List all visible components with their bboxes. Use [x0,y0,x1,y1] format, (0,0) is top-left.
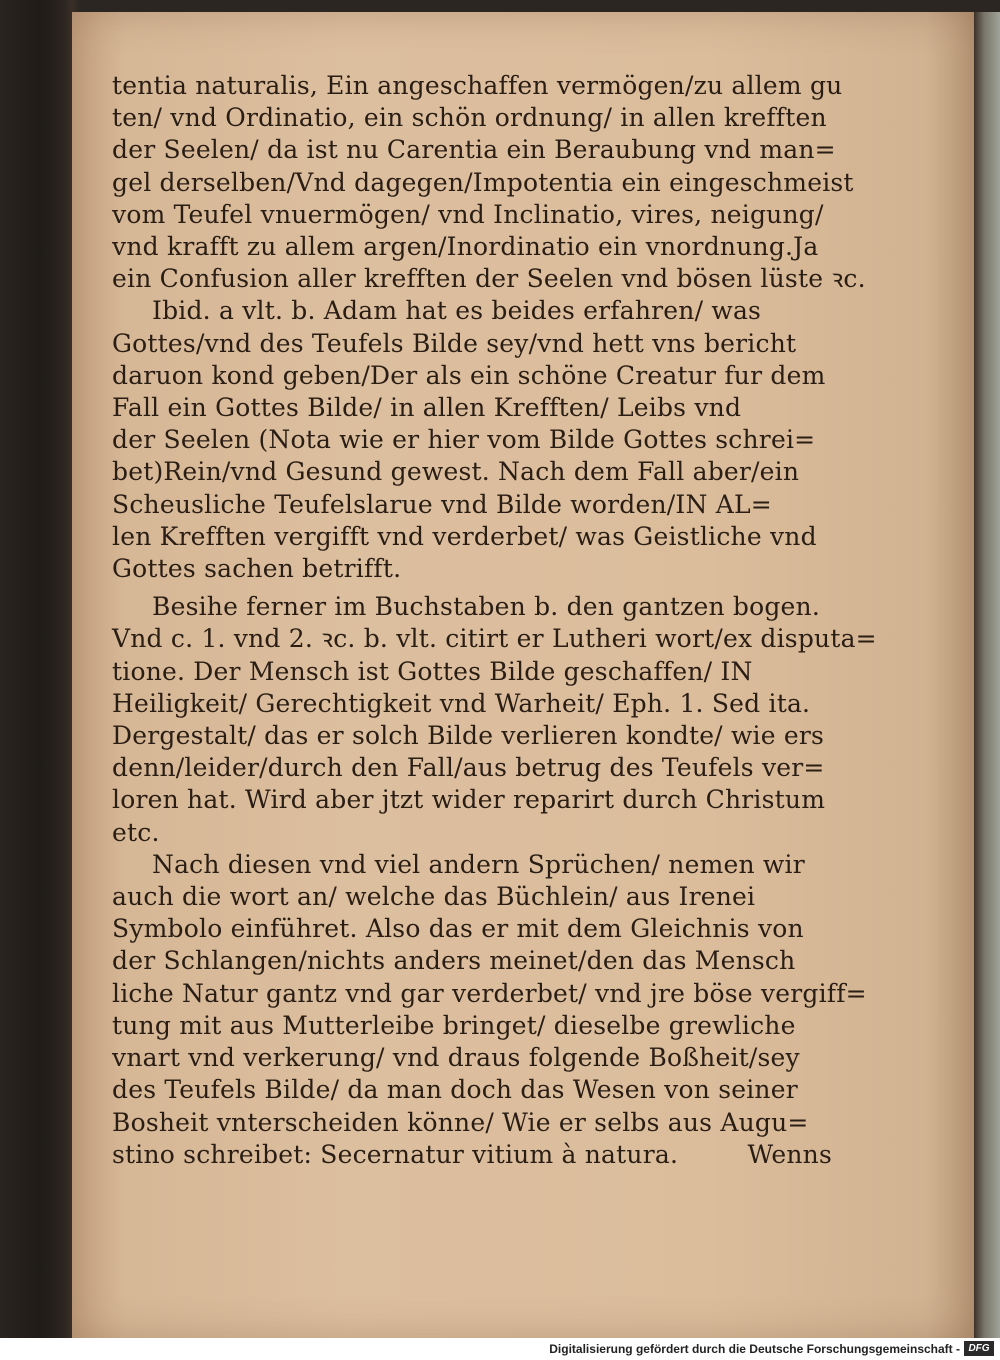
text-line: gel derselben/Vnd dagegen/Impotentia ein eingeschmeist [112,167,854,197]
text-line: Gottes/vnd des Teufels Bilde sey/vnd hett vns bericht [112,328,797,358]
scan-edge [974,12,1000,1338]
text-line: Fall ein Gottes Bilde/ in allen Krefften/ Leibs vnd [112,393,742,423]
text-line [112,1139,832,1171]
text-line: denn/leider/durch den Fall/aus betrug des Teufels ver= [112,753,825,783]
text-line: des Teufels Bilde/ da man doch das Wesen von seiner [112,1075,798,1105]
text-line: bet)Rein/vnd Gesund gewest. Nach dem Fall aber/ein [112,457,800,487]
text-line: Dergestalt/ das er solch Bilde verlieren kondte/ wie ers [112,721,825,751]
text-line: ten/ vnd Ordinatio, ein schön ordnung/ in allen krefften [112,103,827,133]
text-line: Besihe ferner im Buchstaben b. den gantzen bogen. [152,592,820,622]
text-line: etc. [112,817,160,847]
text-line: der Schlangen/nichts anders meinet/den das Mensch [112,946,796,976]
text-line: Scheusliche Teufelslarue vnd Bilde worden/IN AL= [112,489,772,519]
text-line: auch die wort an/ welche das Büchlein/ aus Irenei [112,882,756,912]
text-line: tung mit aus Mutterleibe bringet/ dieselbe grewliche [112,1010,796,1040]
dfg-logo: DFG [964,1341,994,1356]
text-line: Vnd c. 1. vnd 2. ꝛc. b. vlt. citirt er Lutheri wort/ex disputa= [112,624,877,654]
text-line: tione. Der Mensch ist Gottes Bilde geschaffen/ IN [112,656,753,686]
text-line: Nach diesen vnd viel andern Sprüchen/ nemen wir [152,849,805,879]
text-line: ein Confusion aller krefften der Seelen vnd bösen lüste ꝛc. [112,264,866,294]
digitization-footer [0,1338,1000,1360]
text-line: loren hat. Wird aber jtzt wider reparirt durch Christum [112,785,826,815]
text-line: vom Teufel vnuermögen/ vnd Inclinatio, vires, neigung/ [112,199,824,229]
text-line: Symbolo einführet. Also das er mit dem Gleichnis von [112,914,804,944]
text-line: liche Natur gantz vnd gar verderbet/ vnd jre böse vergiff= [112,978,867,1008]
catchword: Wenns [747,1139,832,1169]
text-line: Heiligkeit/ Gerechtigkeit vnd Warheit/ Eph. 1. Sed ita. [112,688,811,718]
text-line: daruon kond geben/Der als ein schöne Creatur fur dem [112,360,826,390]
text-line: len Krefften vergifft vnd verderbet/ was Geistliche vnd [112,521,817,551]
last-line-text: stino schreibet: Secernatur vitium à natura. [112,1139,679,1169]
text-line: der Seelen (Nota wie er hier vom Bilde Gottes schrei= [112,425,816,455]
text-line: der Seelen/ da ist nu Carentia ein Beraubung vnd man= [112,135,836,165]
text-line: Gottes sachen betrifft. [112,554,402,584]
text-line: vnart vnd verkerung/ vnd draus folgende Boßheit/sey [112,1043,800,1073]
text-line: Bosheit vnterscheiden könne/ Wie er selbs aus Augu= [112,1107,809,1137]
page-text [112,70,877,1171]
text-line: vnd krafft zu allem argen/Inordinatio ein vnordnung.Ja [112,232,819,262]
text-line: tentia naturalis, Ein angeschaffen vermögen/zu allem gu [112,71,843,100]
footer-credit-text: Digitalisierung gefördert durch die Deutsche Forschungsgemeinschaft - [549,1342,960,1356]
text-line: Ibid. a vlt. b. Adam hat es beides erfahren/ was [152,296,762,326]
